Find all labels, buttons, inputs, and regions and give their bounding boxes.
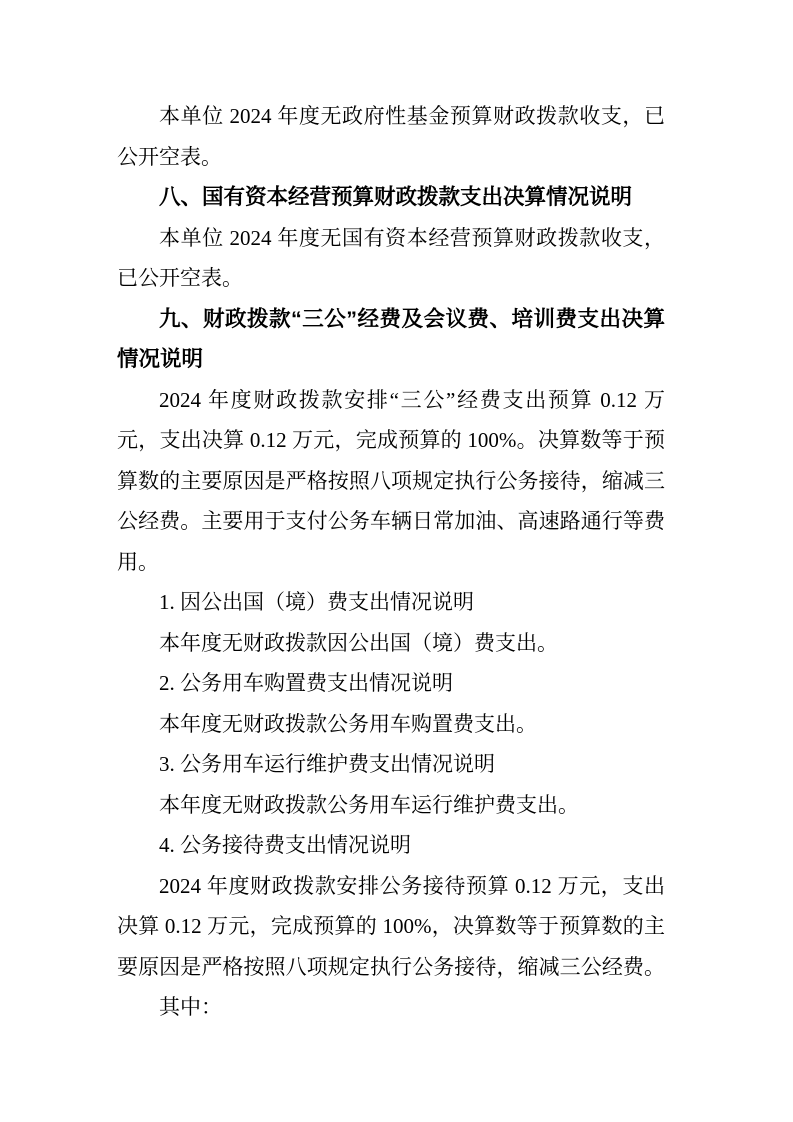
text-line: 本单位 2024 年度无政府性基金预算财政拨款收支，已	[159, 104, 665, 128]
para-gov-fund-budget	[117, 96, 665, 177]
heading-section-eight	[117, 177, 665, 218]
text-line: 本年度无财政拨款公务用车运行维护费支出。	[159, 792, 579, 817]
para-three-public-summary	[117, 380, 665, 583]
text-line: 公开空表。	[117, 144, 222, 169]
text-line: 本年度无财政拨款因公出国（境）费支出。	[159, 630, 558, 655]
item-heading-line: 1. 因公出国（境）费支出情况说明	[159, 590, 474, 614]
item-heading-line: 4. 公务接待费支出情况说明	[159, 833, 411, 857]
text-line: 本单位 2024 年度无国有资本经营预算财政拨款收支，	[159, 225, 665, 250]
text-line: 其中：	[159, 995, 222, 1019]
section-heading-line: 九、财政拨款“三公”经费及会议费、培训费支出决算	[159, 306, 665, 331]
para-state-capital-budget	[117, 218, 665, 299]
item2-vehicle-purchase-heading	[117, 663, 665, 704]
text-line: 决算 0.12 万元，完成预算的 100%，决算数等于预算数的主	[117, 914, 665, 938]
section-heading-line: 八、国有资本经营预算财政拨款支出决算情况说明	[159, 185, 633, 209]
para-among-which	[117, 987, 665, 1028]
text-line: 2024 年度财政拨款安排公务接待预算 0.12 万元，支出	[159, 873, 665, 898]
item3-vehicle-maintenance-heading	[117, 744, 665, 785]
section-heading-line: 情况说明	[117, 347, 204, 371]
item-heading-line: 2. 公务用车购置费支出情况说明	[159, 671, 453, 695]
item4-reception-heading	[117, 825, 665, 866]
item2-vehicle-purchase-body	[117, 704, 665, 745]
text-line: 本年度无财政拨款公务用车购置费支出。	[159, 711, 537, 736]
text-line: 公经费。主要用于支付公务车辆日常加油、高速路通行等费	[117, 509, 665, 533]
text-line: 要原因是严格按照八项规定执行公务接待，缩减三公经费。	[117, 954, 665, 979]
text-line: 2024 年度财政拨款安排“三公”经费支出预算 0.12 万	[159, 387, 665, 412]
text-line: 算数的主要原因是严格按照八项规定执行公务接待，缩减三	[117, 468, 665, 493]
item-heading-line: 3. 公务用车运行维护费支出情况说明	[159, 752, 495, 776]
heading-section-nine	[117, 299, 665, 380]
text-line: 元，支出决算 0.12 万元，完成预算的 100%。决算数等于预	[117, 428, 665, 452]
document-text-block	[117, 96, 665, 1028]
item3-vehicle-maintenance-body	[117, 785, 665, 826]
text-line: 用。	[117, 549, 159, 574]
item1-abroad-heading	[117, 582, 665, 623]
text-line: 已公开空表。	[117, 266, 243, 290]
para-reception-detail	[117, 866, 665, 988]
item1-abroad-body	[117, 623, 665, 664]
